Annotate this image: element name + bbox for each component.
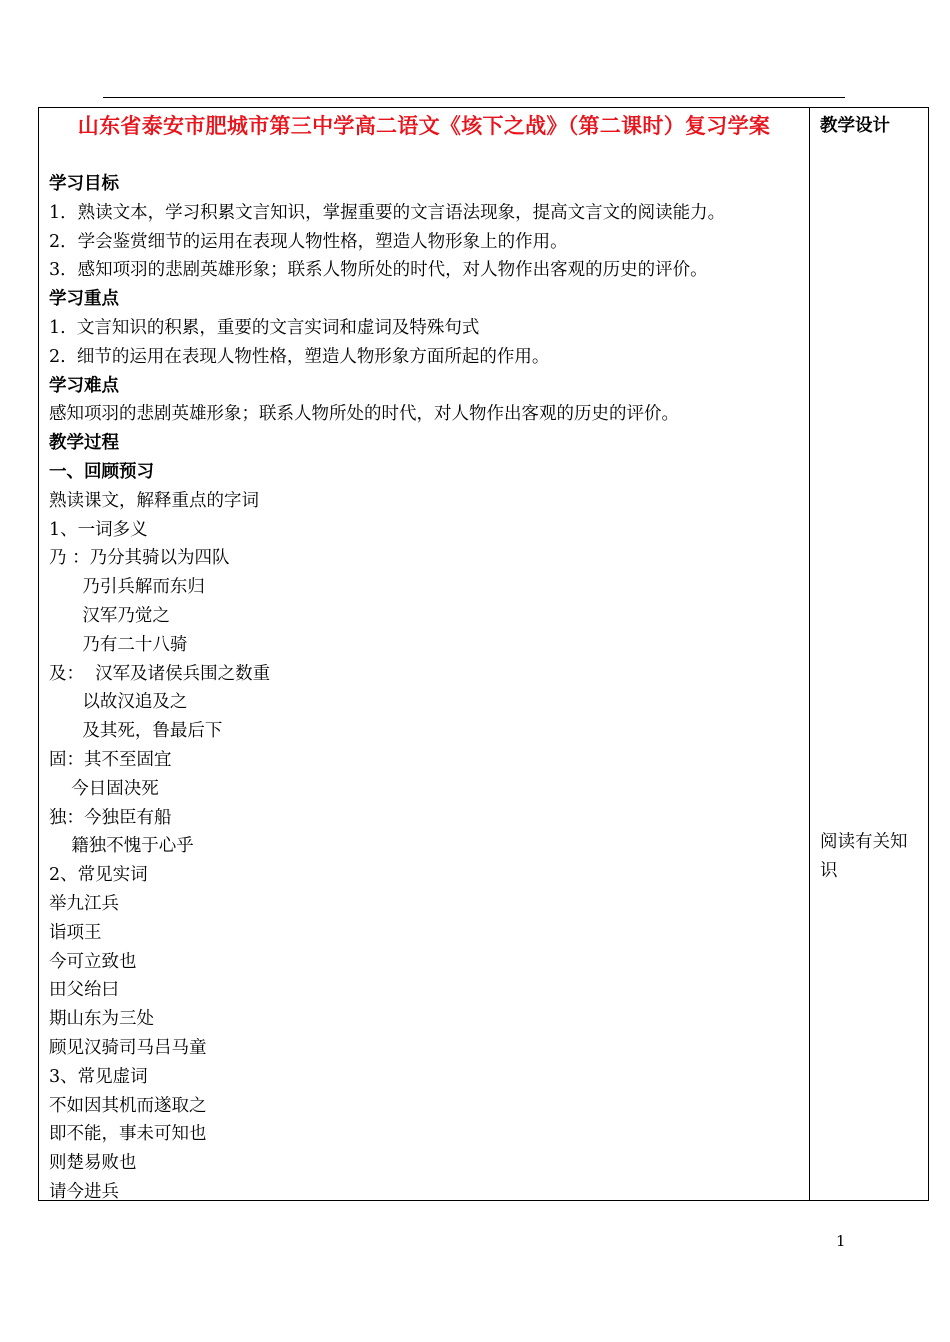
content-line: 田父绐曰 xyxy=(49,980,119,1001)
content-line: 固：其不至固宜 xyxy=(49,749,172,770)
content-line: 2. 细节的运用在表现人物性格，塑造人物形象方面所起的作用。 xyxy=(49,346,550,367)
side-note: 阅读有关知识 xyxy=(820,832,908,881)
lesson-table xyxy=(38,107,929,1201)
content-line: 期山东为三处 xyxy=(49,1009,154,1030)
content-line: 3、常见虚词 xyxy=(49,1066,148,1087)
content-line: 乃 ：乃分其骑以为四队 xyxy=(49,548,230,569)
content-line: 顾见汉骑司马吕马童 xyxy=(49,1037,207,1058)
content-line: 熟读课文，解释重点的字词 xyxy=(49,490,259,511)
content-line: 今日固决死 xyxy=(49,778,159,799)
content-line: 乃有二十八骑 xyxy=(49,634,188,655)
content-line: 举九江兵 xyxy=(49,893,119,914)
side-heading: 教学设计 xyxy=(820,116,890,136)
main-column xyxy=(39,108,810,1200)
content-line: 籍独不愧于心乎 xyxy=(49,836,194,857)
content-line: 诣项王 xyxy=(49,922,102,943)
content-line: 汉军乃觉之 xyxy=(49,605,170,626)
page-number: 1 xyxy=(836,1232,846,1250)
section-heading: 学习目标 xyxy=(49,174,119,194)
content-line: 3．感知项羽的悲剧英雄形象；联系人物所处的时代，对人物作出客观的历史的评价。 xyxy=(49,260,708,281)
section-heading: 学习重点 xyxy=(49,289,119,310)
content-line: 及： 汉军及诸侯兵围之数重 xyxy=(49,663,271,684)
content-line: 2、常见实词 xyxy=(49,865,148,886)
document-title: 山东省泰安市肥城市第三中学高二语文《垓下之战》（第二课时）复习学案 xyxy=(77,113,771,138)
content-line: 感知项羽的悲剧英雄形象；联系人物所处的时代，对人物作出客观的历史的评价。 xyxy=(49,404,679,425)
section-heading: 教学过程 xyxy=(49,433,119,454)
section-heading: 学习难点 xyxy=(49,375,119,396)
side-column xyxy=(810,108,928,1200)
content-line: 1. 文言知识的积累，重要的文言实词和虚词及特殊句式 xyxy=(49,317,480,338)
content-line: 1、一词多义 xyxy=(49,519,148,540)
content-line: 不如因其机而遂取之 xyxy=(49,1095,207,1116)
section-heading: 一、回顾预习 xyxy=(49,461,154,482)
content-line: 独：今独臣有船 xyxy=(49,807,172,828)
content-line: 今可立致也 xyxy=(49,951,137,972)
content-line: 即不能，事未可知也 xyxy=(49,1124,207,1145)
content-line: 以故汉追及之 xyxy=(49,692,188,713)
content-line: 则楚易败也 xyxy=(49,1153,137,1174)
content-line: 请今进兵 xyxy=(49,1181,119,1202)
header-rule xyxy=(103,97,845,98)
content-line: 2．学会鉴赏细节的运用在表现人物性格，塑造人物形象上的作用。 xyxy=(49,231,568,252)
content-lines xyxy=(49,170,804,1207)
content-line: 乃引兵解而东归 xyxy=(49,577,205,598)
content-line: 及其死，鲁最后下 xyxy=(49,721,223,742)
content-line: 1．熟读文本，学习积累文言知识，掌握重要的文言语法现象，提高文言文的阅读能力。 xyxy=(49,202,726,223)
